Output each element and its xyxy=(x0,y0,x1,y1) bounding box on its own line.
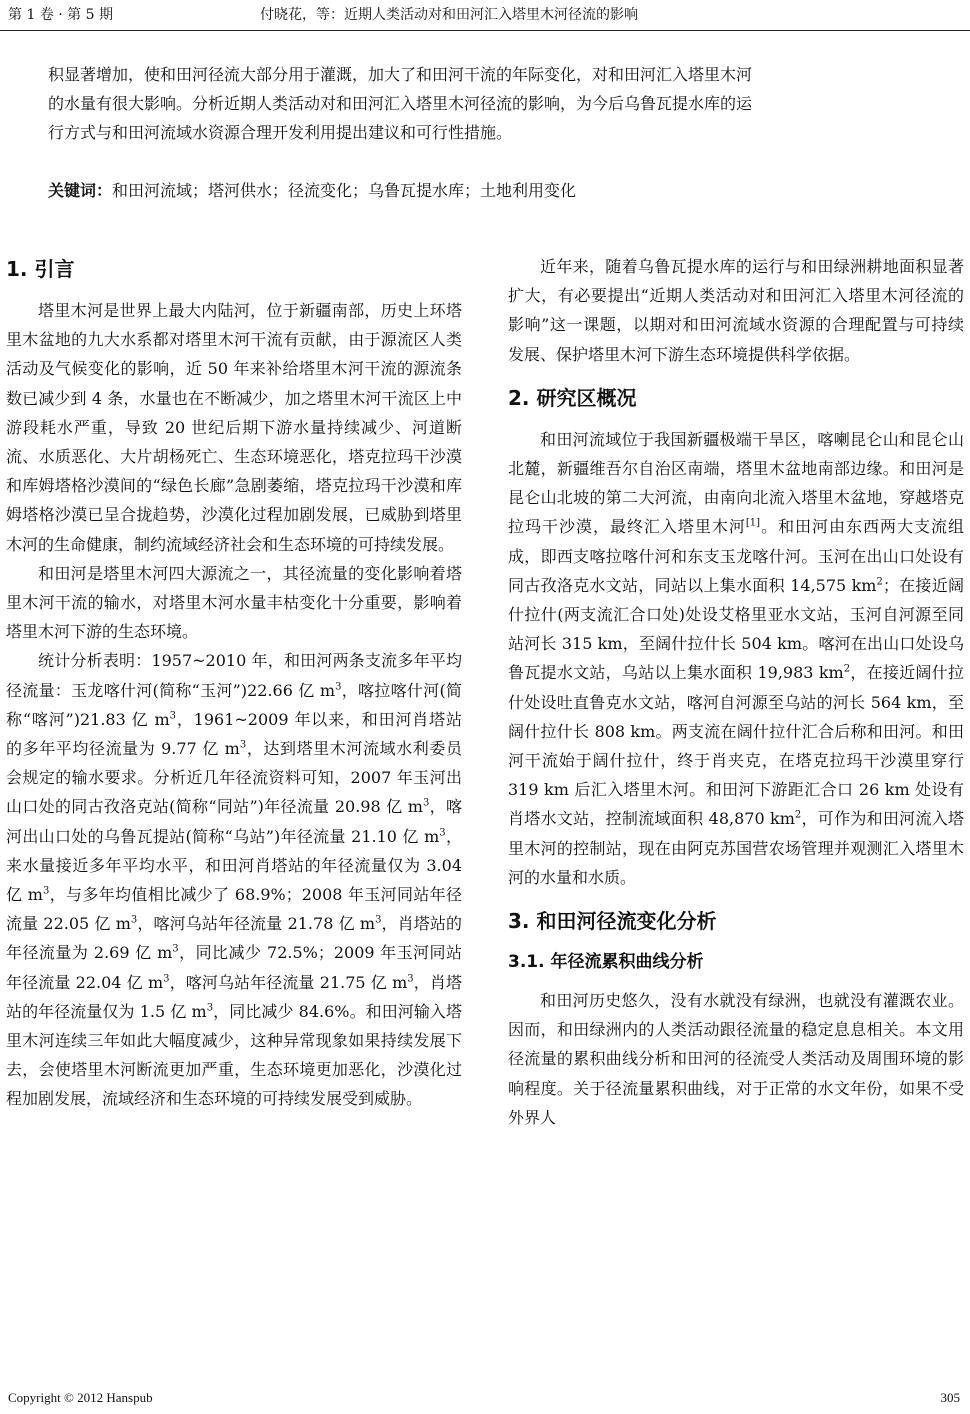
keywords-text: 和田河流域；塔河供水；径流变化；乌鲁瓦提水库；土地利用变化 xyxy=(112,181,577,200)
page-number: 305 xyxy=(940,1390,960,1405)
running-title: 付晓花，等：近期人类活动对和田河汇入塔里木河径流的影响 xyxy=(260,7,638,23)
section-2-title: 2. 研究区概况 xyxy=(508,385,637,410)
right-column xyxy=(508,252,964,1132)
paragraph: 塔里木河是世界上最大内陆河，位于新疆南部，历史上环塔里木盆地的九大水系都对塔里木河干流有贡献，由于源流区人类活动及气候变化的影响，近 50 年来补给塔里木河干流的源流条数已减少到 4 条，水量也在不断减少，加之塔里木河干流区上中游段耗水严重，导致 20 世纪后期下游水量持续减少、河道断流、水质恶化、大片胡杨死亡、生态环境恶化，塔克拉玛干沙漠和库姆塔格沙漠间的“绿色长廊”急剧萎缩，塔克拉玛干沙漠和库姆塔格沙漠已呈合拢趋势，沙漠化过程加剧发展，已威胁到塔里木河的生命健康，制约流域经济社会和生态环境的可持续发展。 xyxy=(6,301,462,554)
paragraph: 和田河流域位于我国新疆极端干旱区，喀喇昆仑山和昆仑山北麓，新疆维吾尔自治区南端，塔里木盆地南部边缘。和田河是昆仑山北坡的第二大河流，由南向北流入塔里木盆地，穿越塔克拉玛干沙漠，最终汇入塔里木河[1]。和田河由东西两大支流组成，即西支喀拉喀什河和东支玉龙喀什河。玉河在出山口处设有同古孜洛克水文站，同站以上集水面积 14,575 $km^2$；在接近阔什拉什(两支流汇合口处)处设艾格里亚水文站，玉河自河源至同站河长 315 km，至阔什拉什长 504 km。喀河在出山口处设乌鲁瓦提水文站，乌站以上集水面积 19,983 $km^2$，在接近阔什拉什处设吐直鲁克水文站，喀河自河源至乌站的河长 564 km，至阔什拉什长 808 km。两支流在阔什拉什汇合后称和田河。和田河干流始于阔什拉什，终于肖夹克，在塔克拉玛干沙漠里穿行 319 km 后汇入塔里木河。和田河下游距汇合口 26 km 处设有肖塔水文站，控制流域面积 48,870 $km^2$，可作为和田河流入塔里木河的控制站，现在由阿克苏国营农场管理并观测汇入塔里木河的水量和水质。 xyxy=(508,429,964,887)
paragraph: 和田河是塔里木河四大源流之一，其径流量的变化影响着塔里木河干流的输水，对塔里木河水量丰枯变化十分重要，影响着塔里木河下游的生态环境。 xyxy=(6,563,462,642)
abstract-line: 的水量有很大影响。分析近期人类活动对和田河汇入塔里木河径流的影响，为今后乌鲁瓦提水库的运 xyxy=(48,94,753,113)
left-column xyxy=(6,252,462,1114)
abstract-line: 积显著增加，使和田河径流大部分用于灌溉，加大了和田河干流的年际变化，对和田河汇入塔里木河 xyxy=(48,65,753,84)
footer-copyright: Copyright © 2012 Hanspub xyxy=(8,1390,153,1405)
paragraph: 近年来，随着乌鲁瓦提水库的运行与和田绿洲耕地面积显著扩大，有必要提出“近期人类活动对和田河汇入塔里木河径流的影响”这一课题，以期对和田河流域水资源的合理配置与可持续发展、保护塔里木河下游生态环境提供科学依据。 xyxy=(508,257,964,364)
keywords xyxy=(48,178,928,201)
page-header xyxy=(0,0,970,31)
section-3-title: 3. 和田河径流变化分析 xyxy=(508,909,717,934)
abstract-line: 行方式与和田河流域水资源合理开发利用提出建议和可行性措施。 xyxy=(48,123,513,142)
abstract-continuation xyxy=(48,60,928,147)
subsection-3-1-title: 3.1. 年径流累积曲线分析 xyxy=(508,952,704,973)
paragraph: 和田河历史悠久，没有水就没有绿洲，也就没有灌溉农业。因而，和田绿洲内的人类活动跟径流量的稳定息息相关。本文用径流量的累积曲线分析和田河的径流受人类活动及周围环境的影响程度。关于径流量累积曲线，对于正常的水文年份，如果不受外界人 xyxy=(508,991,964,1127)
journal-issue: 第 1 卷 · 第 5 期 xyxy=(8,7,113,23)
keywords-label: 关键词： xyxy=(48,181,113,200)
citation: [1] xyxy=(745,518,761,530)
section-1-title: 1. 引言 xyxy=(6,257,75,281)
paragraph: 统计分析表明：1957~2010 年，和田河两条支流多年平均径流量：玉龙喀什河(简称“玉河”)22.66 亿 $m^3$，喀拉喀什河(简称“喀河”)21.83 亿 $m^3$，1961~2009 年以来，和田河肖塔站的多年平均径流量为 9.77 亿 $m^3$，达到塔里木河流域水利委员会规定的输水要求。分析近几年径流资料可知，2007 年玉河出山口处的同古孜洛克站(简称“同站”)年径流量 20.98 亿 $m^3$，喀河出山口处的乌鲁瓦提站(简称“乌站”)年径流量 21.10 亿 $m^3$，来水量接近多年平均水平，和田河肖塔站的年径流量仅为 3.04 亿 $m^3$，与多年均值相比减少了 68.9%；2008 年玉河同站年径流量 22.05 亿 $m^3$，喀河乌站年径流量 21.78 亿 $m^3$，肖塔站的年径流量为 2.69 亿 $m^3$，同比减少 72.5%；2009 年玉河同站年径流量 22.04 亿 $m^3$，喀河乌站年径流量 21.75 亿 $m^3$，肖塔站的年径流量仅为 1.5 亿 $m^3$，同比减少 84.6%。和田河输入塔里木河连续三年如此大幅度减少，这种异常现象如果持续发展下去，会使塔里木河断流更加严重，生态环境更加恶化，沙漠化过程加剧发展，流域经济和生态环境的可持续发展受到威胁。 xyxy=(6,651,462,1109)
